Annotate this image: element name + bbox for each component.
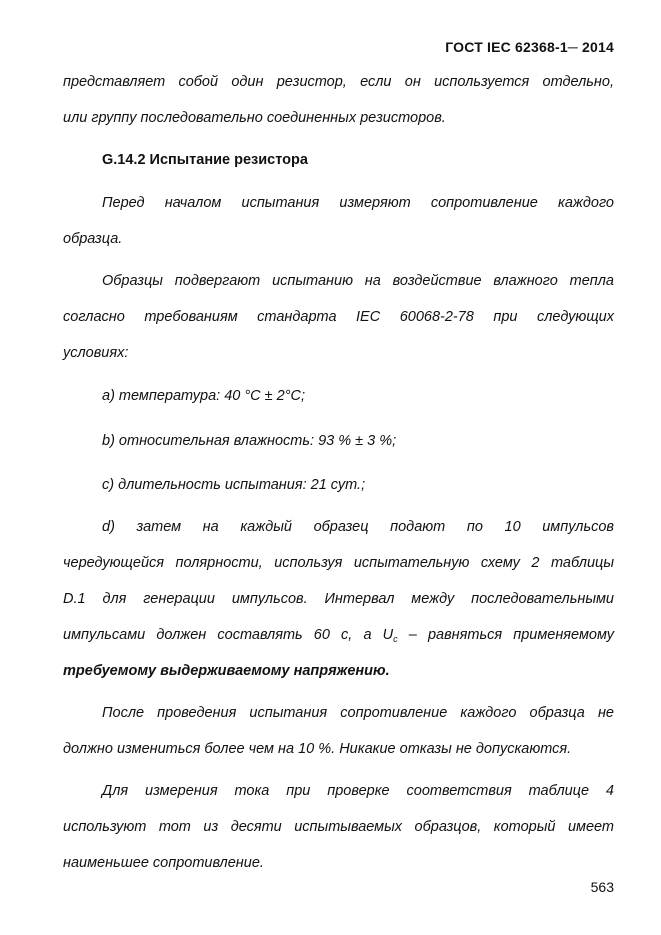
text-line: наименьшее сопротивление. — [63, 855, 264, 871]
text-line: После проведения испытания сопротивление каждого образца не — [102, 705, 614, 721]
text-line: Образцы подвергают испытанию на воздействие влажного тепла — [102, 273, 614, 289]
document-header: ГОСТ IEC 62368-1─ 2014 — [445, 39, 614, 55]
text-line — [63, 626, 614, 648]
list-item: a) температура: 40 °С ± 2°С; — [102, 388, 306, 404]
text-line: представляет собой один резистор, если он используется отдельно, — [63, 74, 614, 90]
text-line: должно измениться более чем на 10 %. Никакие отказы не допускаются. — [63, 741, 572, 757]
text-line: образца. — [63, 231, 123, 247]
text-line: условиях: — [63, 345, 129, 361]
text-line: D.1 для генерации импульсов. Интервал между последовательными — [63, 591, 614, 607]
section-heading: G.14.2 Испытание резистора — [102, 152, 308, 168]
page-number: 563 — [590, 879, 614, 895]
text-fragment: импульсами должен составлять 60 с, а U — [63, 627, 394, 643]
text-line: Для измерения тока при проверке соответствия таблице 4 — [102, 783, 614, 799]
text-line: согласно требованиям стандарта IEC 60068-2-78 при следующих — [63, 309, 614, 325]
text-fragment: – равняться применяемому — [397, 627, 614, 643]
text-line: чередующейся полярности, используя испытательную схему 2 таблицы — [63, 555, 614, 571]
list-item: b) относительная влажность: 93 % ± 3 %; — [102, 433, 397, 449]
text-line: Перед началом испытания измеряют сопротивление каждого — [102, 195, 614, 211]
text-line: или группу последовательно соединенных резисторов. — [63, 110, 446, 126]
text-line: используют тот из десяти испытываемых образцов, который имеет — [63, 819, 614, 835]
text-line-emphasis: требуемому выдерживаемому напряжению. — [63, 663, 390, 679]
list-item: d) затем на каждый образец подают по 10 импульсов — [102, 519, 614, 535]
list-item: c) длительность испытания: 21 сут.; — [102, 477, 366, 493]
subscript: c — [393, 634, 398, 644]
